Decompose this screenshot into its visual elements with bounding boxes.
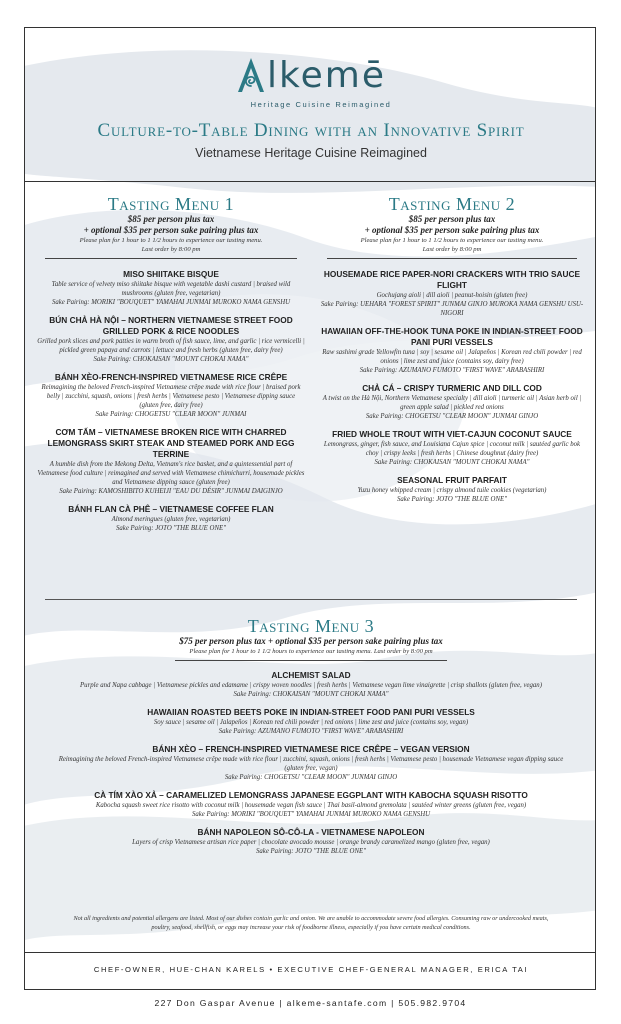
dish-description: Table service of velvety miso shiitake bisque with vegetable dashi custard | braised wild mushrooms (gluten free, vegetarian) [51,281,291,297]
dish-sake-pairing: Sake Pairing: CHOKAISAN "MOUNT CHOKAI NAMA" [233,691,389,698]
menu-title: Tasting Menu 3 [247,616,375,636]
dish-description: Kabocha squash sweet rice risotto with coconut milk | housemade vegan fish sauce | Thai basil-almond gremolata | sautéed winter greens (gluten free, vegan) [95,802,527,809]
menu-divider [327,258,577,259]
menu-sake-pairing-price: + optional $35 per person sake pairing plus tax [83,225,259,235]
footer-divider [25,952,596,953]
dish-sake-pairing: Sake Pairing: JOTO "THE BLUE ONE" [256,848,366,855]
dish-name: BÚN CHẢ HÀ NỘI – NORTHERN VIETNAMESE STREET FOOD GRILLED PORK & RICE NOODLES [49,315,293,336]
dish-name: CHẢ CÁ – CRISPY TURMERIC AND DILL COD [362,383,542,393]
dish-item [37,315,305,364]
alkeme-a-mark-icon [236,56,266,94]
dish-item [55,827,567,856]
section-divider [45,599,577,600]
page-headline: Culture-to-Table Dining with an Innovative Spirit [97,120,525,141]
menu-title: Tasting Menu 1 [107,194,235,214]
dish-name: BÁNH FLAN CÀ PHÊ – VIETNAMESE COFFEE FLAN [68,504,274,514]
dish-name: HAWAIIAN OFF-THE-HOOK TUNA POKE IN INDIAN-STREET FOOD PANI PURI VESSELS [321,326,583,347]
dish-name: ALCHEMIST SALAD [271,670,351,680]
dish-sake-pairing: Sake Pairing: MORIKI "BOUQUET" YAMAHAI JUNMAI MUROKO NAMA GENSHU [51,299,291,306]
dish-sake-pairing: Sake Pairing: UEHARA "FOREST SPIRIT" JUNMAI GINJO MUROKA NAMA GENSHU USU-NIGORI [320,301,584,317]
menu-time-note: Please plan for 1 hour to 1 1/2 hours to experience our tasting menu. [79,237,263,244]
dish-description: Purple and Napa cabbage | Vietnamese pickles and edamame | crispy woven noodles | fresh herbs | Vietnamese vegan lime vinaigrette | crisp shallots (gluten free, vegan) [80,682,542,689]
dish-item [319,383,585,421]
brand-logo [25,56,596,109]
dish-name: CÀ TÍM XÀO XẢ – CARAMELIZED LEMONGRASS JAPANESE EGGPLANT WITH KABOCHA SQUASH RISOTTO [94,790,528,800]
dish-name: HAWAIIAN ROASTED BEETS POKE IN INDIAN-STREET FOOD PANI PURI VESSELS [147,707,475,717]
dish-sake-pairing: Sake Pairing: CHOKAISAN "MOUNT CHOKAI NAMA" [374,459,530,466]
dish-item [37,372,305,419]
menu-last-order: Last order by 8:00 pm [422,246,482,253]
dish-description: A humble dish from the Mekong Delta, Vietnam's rice basket, and a quintessential part of Vietnamese food culture | reimagined and served with Vietnamese chimichurri, housemade pickles and Vietnamese dipping sauce (gluten free) [37,461,305,486]
dish-name: BÁNH XÈO-FRENCH-INSPIRED VIETNAMESE RICE CRÊPE [54,372,288,382]
dish-name: CƠM TẤM – VIETNAMESE BROKEN RICE WITH CHARRED LEMONGRASS SKIRT STEAK AND STEAMED PORK AND EGG TERRINE [47,427,295,459]
dish-sake-pairing: Sake Pairing: CHOKAISAN "MOUNT CHOKAI NAMA" [93,356,249,363]
dish-sake-pairing: Sake Pairing: CHOGETSU "CLEAR MOON" JUNMAI GINJO [365,413,539,420]
brand-tagline: Heritage Cuisine Reimagined [250,100,392,109]
dish-item [319,269,585,318]
page-subheadline: Vietnamese Heritage Cuisine Reimagined [195,146,427,160]
tasting-menu-1 [37,194,305,533]
dish-item [319,475,585,504]
allergen-disclaimer: Not all ingredients and potential allergens are listed. Most of our dishes contain garlic and onion. We are unable to accommodate severe food allergies. Consuming raw or undercooked meats, poultry, seafood, shellfish, or eggs may increase your risk of foodborne illness, especially if you have certain medical conditions. [73,915,549,931]
menu-price: $85 per person plus tax [408,214,496,224]
dish-description: Almond meringues (gluten free, vegetarian) [111,516,231,523]
tasting-menu-3 [55,616,567,856]
dish-name: FRIED WHOLE TROUT WITH VIET-CAJUN COCONUT SAUCE [332,429,572,439]
menu-time-note: Please plan for 1 hour to 1 1/2 hours to experience our tasting menu. [360,237,544,244]
dish-description: Grilled pork slices and pork patties in warm broth of fish sauce, lime, and garlic | rice vermicelli | pickled green papaya and carrots | lettuce and fresh herbs (gluten free, dairy free) [37,338,305,354]
dish-name: BÁNH XÈO – FRENCH-INSPIRED VIETNAMESE RICE CRÊPE – VEGAN VERSION [152,744,470,754]
menu-time-note: Please plan for 1 hour to 1 1/2 hours to experience our tasting menu. Last order by 8:00 pm [189,648,433,655]
dish-sake-pairing: Sake Pairing: CHOGETSU "CLEAR MOON" JUNMAI [95,411,247,418]
dish-sake-pairing: Sake Pairing: JOTO "THE BLUE ONE" [397,496,507,503]
header-divider [25,181,596,182]
dish-sake-pairing: Sake Pairing: CHOGETSU "CLEAR MOON" JUNMAI GINJO [224,774,398,781]
dish-item [55,670,567,699]
contact-address: 227 Don Gaspar Avenue | alkeme-santafe.com | 505.982.9704 [154,998,467,1008]
menu-price: $75 per person plus tax + optional $35 per person sake pairing plus tax [179,636,443,646]
menu-page [24,27,596,990]
tasting-menu-2 [319,194,585,504]
dish-description: Lemongrass, ginger, fish sauce, and Louisiana Cajun spice | coconut milk | sautéed garlic bok choy | crispy leeks | fresh herbs | Chinese doughnut (dairy free) [323,441,581,457]
brand-name: lkemē [267,55,386,96]
dish-item [55,744,567,782]
menu-price: $85 per person plus tax [127,214,215,224]
dish-description: A twist on the Hà Nội, Northern Vietnamese specialty | dill aioli | turmeric oil | Asian herb oil | green apple salad | pickled red onions [322,395,582,411]
dish-description: Reimagining the beloved French-inspired Vietnamese crêpe made with rice flour | braised pork belly | zucchini, squash, onions | fresh herbs | Vietnamese pesto | Vietnamese dipping sauce (gluten free, dairy free) [41,384,301,409]
dish-item [37,269,305,307]
dish-item [55,707,567,736]
dish-name: HOUSEMADE RICE PAPER-NORI CRACKERS WITH TRIO SAUCE FLIGHT [323,269,581,290]
dish-item [319,429,585,467]
dish-sake-pairing: Sake Pairing: MORIKI "BOUQUET" YAMAHAI JUNMAI MUROKO NAMA GENSHU [191,811,431,818]
dish-item [37,427,305,496]
dish-sake-pairing: Sake Pairing: AZUMANO FUMOTO "FIRST WAVE" ARABASHIRI [359,367,545,374]
menu-sake-pairing-price: + optional $35 per person sake pairing plus tax [364,225,540,235]
menu-divider [45,258,297,259]
dish-item [55,790,567,819]
dish-item [37,504,305,533]
dish-sake-pairing: Sake Pairing: KAMOSHIBITO KUHEIJI "EAU DU DÉSIR" JUNMAI DAIGINJO [59,488,283,495]
dish-description: Gochujang aioli | dill aioli | peanut-hoisin (gluten free) [376,292,528,299]
dish-description: Yuzu honey whipped cream | crispy almond tuile cookies (vegetarian) [357,487,547,494]
menu-last-order: Last order by 8:00 pm [141,246,201,253]
chef-credits: CHEF-OWNER, HUE-CHAN KARELS • EXECUTIVE CHEF-GENERAL MANAGER, ERICA TAI [93,965,529,974]
dish-name: SEASONAL FRUIT PARFAIT [397,475,507,485]
dish-name: MISO SHIITAKE BISQUE [123,269,219,279]
dish-description: Layers of crisp Vietnamese artisan rice paper | chocolate avocado mousse | orange brandy caramelized mango (gluten free, vegan) [132,839,490,846]
dish-description: Raw sashimi grade Yellowfin tuna | soy | sesame oil | Jalapeños | Korean red chili powder | red onions | lime zest and juice (contains soy, dairy free) [322,349,582,365]
dish-item [319,326,585,375]
dish-sake-pairing: Sake Pairing: JOTO "THE BLUE ONE" [116,525,226,532]
dish-description: Reimagining the beloved French-inspired Vietnamese crêpe made with rice flour | zucchini, squash, onions | fresh herbs | Vietnamese pesto | housemade Vietnamese vegan dipping sauce (gluten free, vegan) [58,756,564,772]
dish-sake-pairing: Sake Pairing: AZUMANO FUMOTO "FIRST WAVE" ARABASHIRI [218,728,404,735]
dish-name: BÁNH NAPOLEON SÔ-CÔ-LA - VIETNAMESE NAPOLEON [197,827,425,837]
dish-description: Soy sauce | sesame oil | Jalapeños | Korean red chili powder | red onions | lime zest and juice (contains soy, vegan) [153,719,469,726]
menu-divider [175,660,447,661]
menu-title: Tasting Menu 2 [388,194,516,214]
